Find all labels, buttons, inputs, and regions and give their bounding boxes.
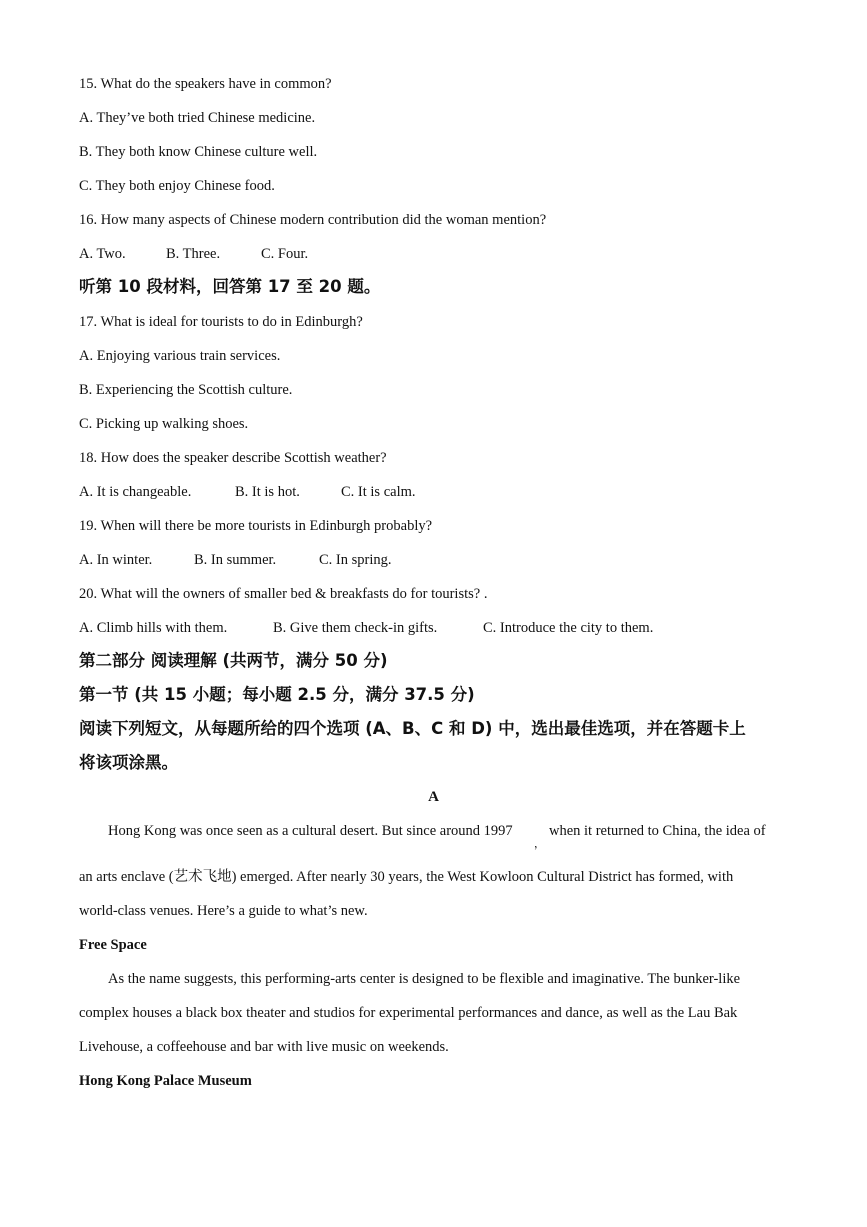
q19-option-c: C. In spring.	[319, 552, 392, 568]
section-10-heading: 听第 10 段材料，回答第 17 至 20 题。	[79, 277, 381, 296]
q17-question: 17. What is ideal for tourists to do in Edinburgh?	[79, 314, 363, 330]
q16-options	[79, 244, 308, 264]
paragraph-1-line-1-part-1: Hong Kong was once seen as a cultural desert. But since around 1997	[108, 823, 513, 839]
paragraph-1-line-1-part-2: when it returned to China, the idea of	[549, 823, 766, 839]
q19-question: 19. When will there be more tourists in Edinburgh probably?	[79, 518, 433, 534]
q18-option-a: A. It is changeable.	[79, 484, 192, 500]
q19-option-a: A. In winter.	[79, 552, 153, 568]
q20-option-b: B. Give them check-in gifts.	[273, 620, 438, 636]
q18-option-b: B. It is hot.	[235, 484, 300, 500]
q20-question: 20. What will the owners of smaller bed & breakfasts do for tourists? .	[79, 586, 488, 602]
section-one-title: 第一节 (共 15 小题；每小题 2.5 分，满分 37.5 分)	[79, 685, 475, 704]
q15-question: 15. What do the speakers have in common?	[79, 76, 332, 92]
q18-option-c: C. It is calm.	[341, 484, 416, 500]
paragraph-1-line-1	[108, 821, 513, 841]
q19-options	[79, 550, 392, 570]
stray-comma: ，	[534, 838, 545, 850]
passage-label: A	[428, 789, 439, 805]
q15-option-b: B. They both know Chinese culture well.	[79, 144, 318, 160]
q17-option-b: B. Experiencing the Scottish culture.	[79, 382, 293, 398]
q18-options	[79, 482, 416, 502]
paragraph-1-line-2: an arts enclave (艺术飞地) emerged. After nearly 30 years, the West Kowloon Cultural District has formed, with	[79, 869, 734, 885]
q19-option-b: B. In summer.	[194, 552, 277, 568]
q16-option-a: A. Two.	[79, 246, 126, 262]
q18-question: 18. How does the speaker describe Scottish weather?	[79, 450, 387, 466]
q17-option-a: A. Enjoying various train services.	[79, 348, 281, 364]
heading-palace-museum: Hong Kong Palace Museum	[79, 1073, 252, 1089]
q20-option-a: A. Climb hills with them.	[79, 620, 228, 636]
paragraph-2-line-2: complex houses a black box theater and studios for experimental performances and dance, as well as the Lau Bak	[79, 1005, 738, 1021]
q17-option-c: C. Picking up walking shoes.	[79, 416, 249, 432]
heading-free-space: Free Space	[79, 937, 147, 953]
q15-option-c: C. They both enjoy Chinese food.	[79, 178, 275, 194]
paragraph-2-line-3: Livehouse, a coffeehouse and bar with live music on weekends.	[79, 1039, 449, 1055]
instruction-line-2: 将该项涂黑。	[79, 753, 178, 772]
q20-option-c: C. Introduce the city to them.	[483, 620, 654, 636]
paragraph-1-line-3: world-class venues. Here’s a guide to what’s new.	[79, 903, 368, 919]
part-two-title: 第二部分 阅读理解 (共两节，满分 50 分)	[79, 651, 388, 670]
q20-options	[79, 618, 653, 638]
q16-option-c: C. Four.	[261, 246, 309, 262]
instruction-line-1: 阅读下列短文，从每题所给的四个选项 (A、B、C 和 D) 中，选出最佳选项，并在答题卡上	[79, 719, 746, 738]
paragraph-2-line-1: As the name suggests, this performing-arts center is designed to be flexible and imaginative. The bunker-like	[108, 971, 741, 987]
q15-option-a: A. They’ve both tried Chinese medicine.	[79, 110, 316, 126]
q16-option-b: B. Three.	[166, 246, 221, 262]
q16-question: 16. How many aspects of Chinese modern contribution did the woman mention?	[79, 212, 547, 228]
